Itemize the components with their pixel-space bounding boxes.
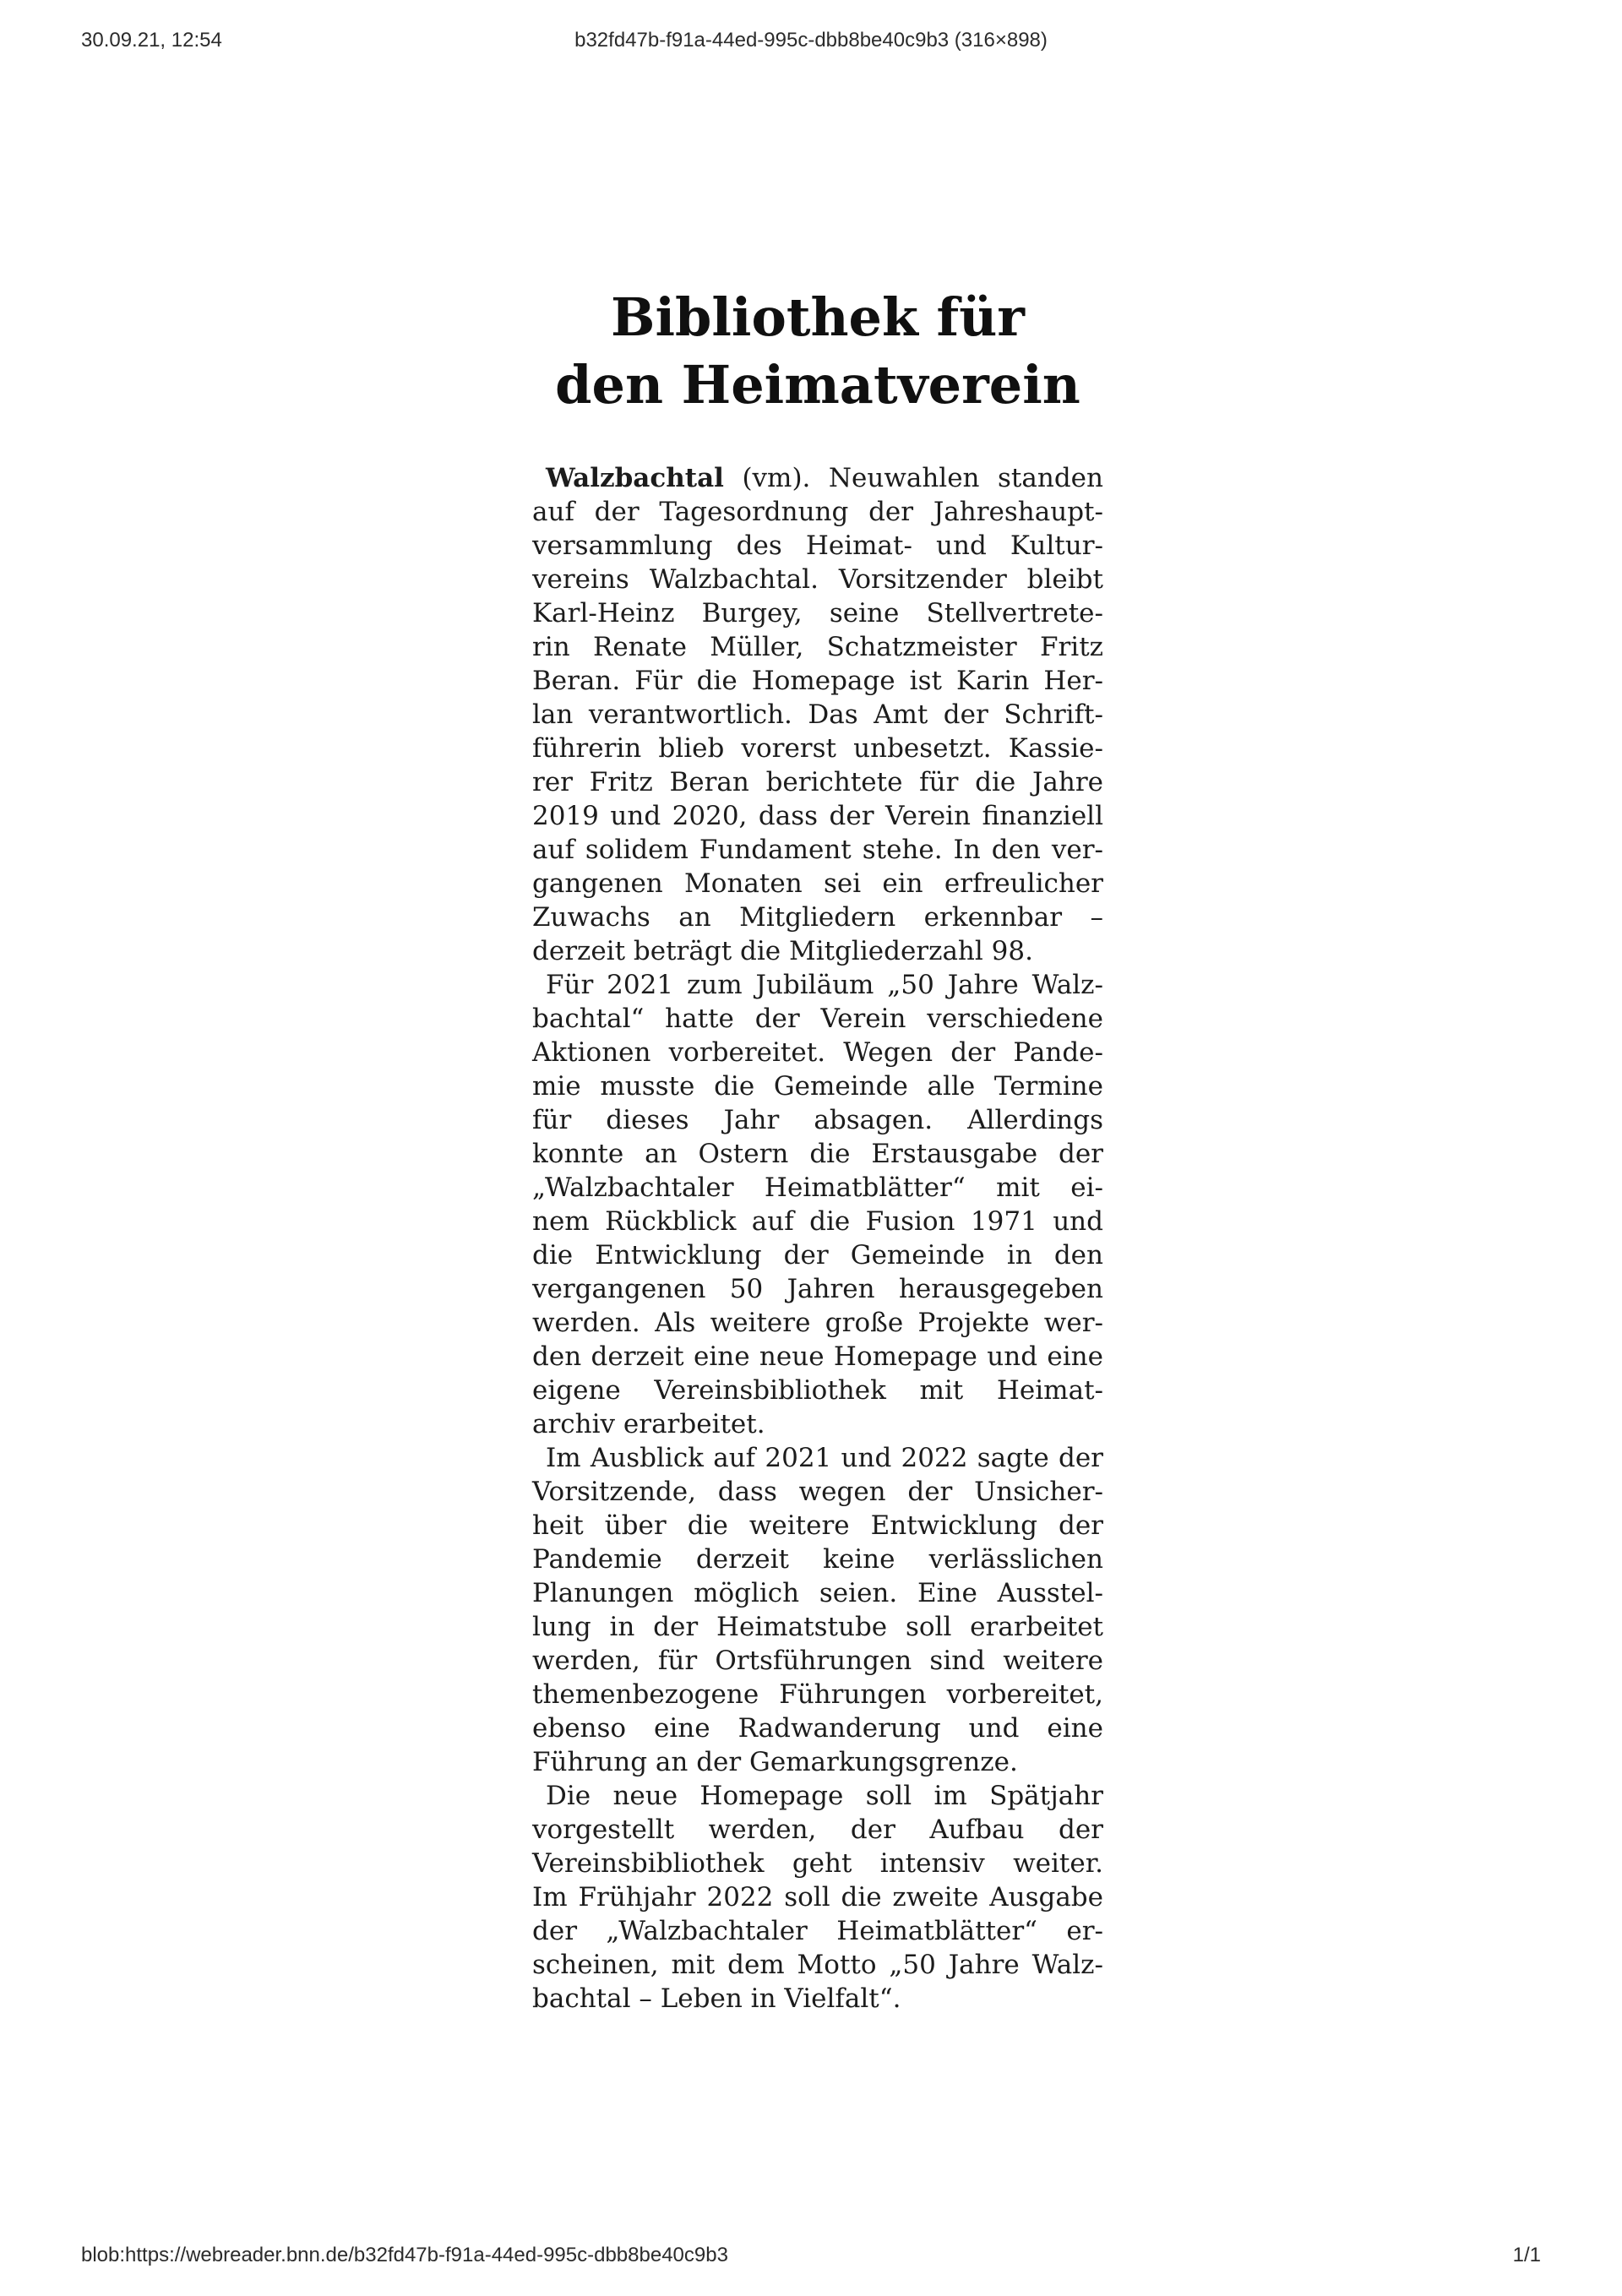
article-line: vorgestellt werden, der Aufbau der bbox=[532, 1814, 1103, 1845]
article-line: versammlung des Heimat- und Kultur- bbox=[532, 530, 1103, 561]
article-line: Die neue Homepage soll im Spätjahr bbox=[546, 1781, 1103, 1811]
article-line: Pandemie derzeit keine verlässlichen bbox=[532, 1544, 1103, 1575]
article-line: 2019 und 2020, dass der Verein finanziell bbox=[532, 801, 1103, 831]
article-line: scheinen, mit dem Motto „50 Jahre Walz- bbox=[532, 1950, 1103, 1980]
article-line: werden, für Ortsführungen sind weitere bbox=[532, 1646, 1103, 1676]
article-line: konnte an Ostern die Erstausgabe der bbox=[532, 1139, 1103, 1169]
article-line: heit über die weitere Entwicklung der bbox=[532, 1510, 1103, 1541]
article-line: Für 2021 zum Jubiläum „50 Jahre Walz- bbox=[546, 970, 1103, 1000]
article-line: der „Walzbachtaler Heimatblätter“ er- bbox=[532, 1916, 1103, 1946]
article bbox=[532, 284, 1103, 2016]
article-line: eigene Vereinsbibliothek mit Heimat- bbox=[532, 1375, 1103, 1406]
print-footer bbox=[81, 2240, 1541, 2267]
article-line: Vorsitzende, dass wegen der Unsicher- bbox=[532, 1477, 1103, 1507]
article-line: archiv erarbeitet. bbox=[532, 1409, 765, 1439]
article-line: Vereinsbibliothek geht intensiv weiter. bbox=[532, 1848, 1103, 1879]
article-line: führerin blieb vorerst unbesetzt. Kassie- bbox=[532, 733, 1103, 764]
print-footer-page-number: 1/1 bbox=[1512, 2244, 1541, 2266]
article-line: ebenso eine Radwanderung und eine bbox=[532, 1713, 1103, 1744]
article-paragraph bbox=[532, 1779, 1103, 2016]
article-line: derzeit beträgt die Mitgliederzahl 98. bbox=[532, 936, 1033, 966]
article-line: rin Renate Müller, Schatzmeister Fritz bbox=[532, 632, 1103, 662]
article-line: nem Rückblick auf die Fusion 1971 und bbox=[532, 1206, 1103, 1237]
article-line: lung in der Heimatstube soll erarbeitet bbox=[532, 1612, 1103, 1642]
print-header-title: b32fd47b-f91a-44ed-995c-dbb8be40c9b3 (316×898) bbox=[574, 29, 1048, 52]
article-line: Karl-Heinz Burgey, seine Stellvertrete- bbox=[532, 598, 1103, 628]
article-line: Walzbachtal (vm). Neuwahlen standen bbox=[546, 463, 1103, 493]
article-title bbox=[532, 284, 1103, 419]
article-line: vergangenen 50 Jahren herausgegeben bbox=[532, 1274, 1103, 1304]
print-header bbox=[81, 29, 1541, 56]
print-footer-url: blob:https://webreader.bnn.de/b32fd47b-f91a-44ed-995c-dbb8be40c9b3 bbox=[81, 2244, 728, 2266]
article-line: Im Ausblick auf 2021 und 2022 sagte der bbox=[546, 1443, 1103, 1473]
print-header-datetime: 30.09.21, 12:54 bbox=[81, 29, 222, 52]
article-line: für dieses Jahr absagen. Allerdings bbox=[532, 1105, 1103, 1135]
article-line: die Entwicklung der Gemeinde in den bbox=[532, 1240, 1103, 1270]
article-line: den derzeit eine neue Homepage und eine bbox=[532, 1341, 1103, 1372]
article-line: Zuwachs an Mitgliedern erkennbar – bbox=[532, 902, 1103, 933]
article-line: bachtal“ hatte der Verein verschiedene bbox=[532, 1004, 1103, 1034]
article-line: Führung an der Gemarkungsgrenze. bbox=[532, 1747, 1018, 1777]
article-lead-word: Walzbachtal bbox=[546, 463, 724, 493]
article-line: „Walzbachtaler Heimatblätter“ mit ei- bbox=[532, 1172, 1103, 1203]
article-line: themenbezogene Führungen vorbereitet, bbox=[532, 1679, 1103, 1710]
article-line: gangenen Monaten sei ein erfreulicher bbox=[532, 868, 1103, 899]
article-line: lan verantwortlich. Das Amt der Schrift- bbox=[532, 699, 1103, 730]
article-line: Im Frühjahr 2022 soll die zweite Ausgabe bbox=[532, 1882, 1103, 1912]
article-line: werden. Als weitere große Projekte wer- bbox=[532, 1308, 1103, 1338]
article-title-line-2: den Heimatverein bbox=[555, 354, 1080, 416]
article-paragraph bbox=[532, 1441, 1103, 1779]
article-line: Planungen möglich seien. Eine Ausstel- bbox=[532, 1578, 1103, 1608]
article-line: bachtal – Leben in Vielfalt“. bbox=[532, 1983, 901, 2014]
article-line: Beran. Für die Homepage ist Karin Her- bbox=[532, 666, 1103, 696]
article-line: auf solidem Fundament stehe. In den ver- bbox=[532, 835, 1103, 865]
article-line: Aktionen vorbereitet. Wegen der Pande- bbox=[532, 1037, 1103, 1068]
article-line: mie musste die Gemeinde alle Termine bbox=[532, 1071, 1103, 1102]
article-line: auf der Tagesordnung der Jahreshaupt- bbox=[532, 497, 1103, 527]
article-line: rer Fritz Beran berichtete für die Jahre bbox=[532, 767, 1103, 797]
article-body bbox=[532, 461, 1103, 2016]
article-title-line-1: Bibliothek für bbox=[611, 286, 1025, 348]
article-paragraph bbox=[532, 968, 1103, 1441]
article-line: vereins Walzbachtal. Vorsitzender bleibt bbox=[532, 564, 1103, 595]
article-paragraph bbox=[532, 461, 1103, 968]
